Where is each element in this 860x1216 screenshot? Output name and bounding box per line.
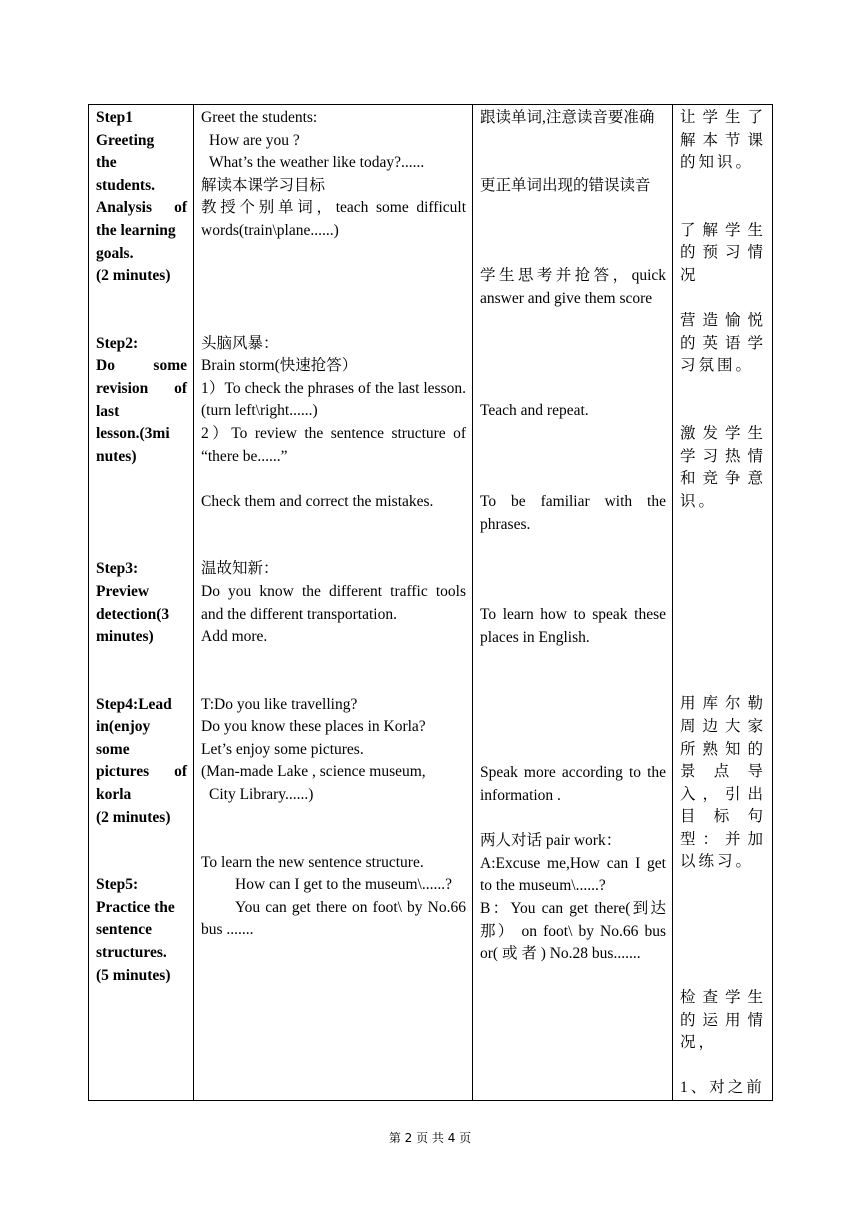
step-line: students. (96, 176, 156, 194)
text-line: To learn how to speak these places in English. (480, 606, 666, 646)
step-line: Practice the (96, 898, 175, 916)
step-line: Do some (96, 357, 187, 375)
purpose-column (673, 105, 773, 1101)
step-line: Step2: (96, 334, 139, 352)
text-line: Check them and correct the mistakes. (201, 492, 434, 510)
text-line: 2）To review the sentence structure of “there be......” (201, 424, 466, 465)
step-line: nutes) (96, 447, 137, 465)
text-line: 头脑风暴： (201, 334, 279, 352)
text-line: You can get there on foot\ by No.66 bus ....... (201, 898, 466, 939)
step-line: some (96, 740, 130, 758)
text-line: 了解学生的预习情况 (680, 221, 766, 284)
step-5 (96, 874, 187, 987)
teacher-step-4 (201, 694, 466, 807)
step-line: revision of (96, 379, 187, 397)
text-line: Let’s enjoy some pictures. (201, 740, 364, 758)
text-line: B：You can get there(到达那） on foot\ by No.66 bus or( 或 者 ) No.28 bus....... (480, 899, 666, 963)
text-line: To learn the new sentence structure. (201, 853, 424, 871)
step-line: last (96, 402, 120, 420)
step-line: Step4:Lead (96, 695, 172, 713)
step-line: Greeting (96, 131, 155, 149)
teacher-activity-column (194, 105, 473, 1101)
step-line: the (96, 154, 117, 172)
step-line: sentence (96, 921, 152, 939)
text-line: Do you know the different traffic tools and the different transportation. (201, 582, 466, 623)
text-line: To be familiar with the phrases. (480, 492, 666, 533)
text-line: 两人对话 pair work： (480, 832, 622, 850)
step-line: lesson.(3mi (96, 425, 170, 443)
student-activity-column (473, 105, 673, 1101)
text-line: 跟读单词,注意读音要准确 (480, 109, 655, 126)
text-line: 温故知新： (201, 560, 279, 578)
text-line: Brain storm(快速抢答） (201, 357, 358, 375)
step-1 (96, 107, 187, 288)
text-line: Greet the students: (201, 109, 318, 126)
text-line: 学生思考并抢答，quick answer and give them score (480, 267, 666, 307)
teacher-step-5 (201, 852, 466, 942)
text-line: 用库尔勒周边大家所熟知的景点导入，引出目标句型：并加以练习。 (680, 695, 766, 871)
text-line: 更正单词出现的错误读音 (480, 176, 651, 194)
step-line: pictures of (96, 763, 187, 781)
text-line: How are you ? (209, 131, 300, 149)
step-line: minutes) (96, 628, 154, 646)
text-line: Do you know these places in Korla? (201, 718, 426, 736)
steps-column (89, 105, 194, 1101)
page-footer: 第 2 页 共 4 页 (388, 1131, 472, 1145)
step-line: detection(3 (96, 605, 170, 623)
text-line: T:Do you like travelling? (201, 695, 358, 713)
teacher-step-3 (201, 558, 466, 648)
text-line: 检查学生的运用情况， (680, 989, 766, 1052)
text-line: 激发学生学习热情和竞争意识。 (680, 424, 766, 510)
step-line: the learning (96, 221, 176, 239)
text-line: A:Excuse me,How can I get to the museum\......? (480, 854, 666, 895)
step-4 (96, 694, 187, 830)
step-line: Step1 (96, 109, 134, 126)
text-line: 营造愉悦的英语学习氛围。 (680, 312, 766, 375)
text-line: 让学生了解本节课的知识。 (680, 109, 766, 172)
text-line: 教授个别单词，teach some difficult words(train\plane......) (201, 199, 466, 239)
step-line: structures. (96, 944, 167, 962)
step-line: (5 minutes) (96, 966, 171, 984)
step-2 (96, 333, 187, 469)
step-3 (96, 558, 187, 648)
text-line: Add more. (201, 628, 268, 646)
teacher-step-1 (201, 107, 466, 243)
text-line: What’s the weather like today?...... (209, 154, 425, 172)
step-line: in(enjoy (96, 718, 151, 736)
lesson-plan-table (88, 104, 773, 1101)
text-line: How can I get to the museum\......? (235, 876, 452, 894)
step-line: Step3: (96, 560, 139, 578)
table-row (89, 105, 773, 1101)
step-line: goals. (96, 244, 134, 262)
teacher-step-2 (201, 333, 466, 514)
text-line: 解读本课学习目标 (201, 176, 326, 194)
step-line: Step5: (96, 876, 139, 894)
step-line: (2 minutes) (96, 267, 171, 285)
step-line: (2 minutes) (96, 808, 171, 826)
text-line: Teach and repeat. (480, 402, 589, 420)
step-line: Preview (96, 582, 150, 600)
step-line: Analysis of (96, 199, 187, 217)
text-line: (Man-made Lake , science museum, (201, 763, 426, 781)
step-line: korla (96, 786, 132, 804)
text-line: Speak more according to the information . (480, 764, 666, 804)
text-line: City Library......) (209, 786, 314, 804)
text-line: 1）To check the phrases of the last lesson.(turn left\right......) (201, 379, 466, 420)
text-line: 1、对之前 (680, 1079, 765, 1097)
